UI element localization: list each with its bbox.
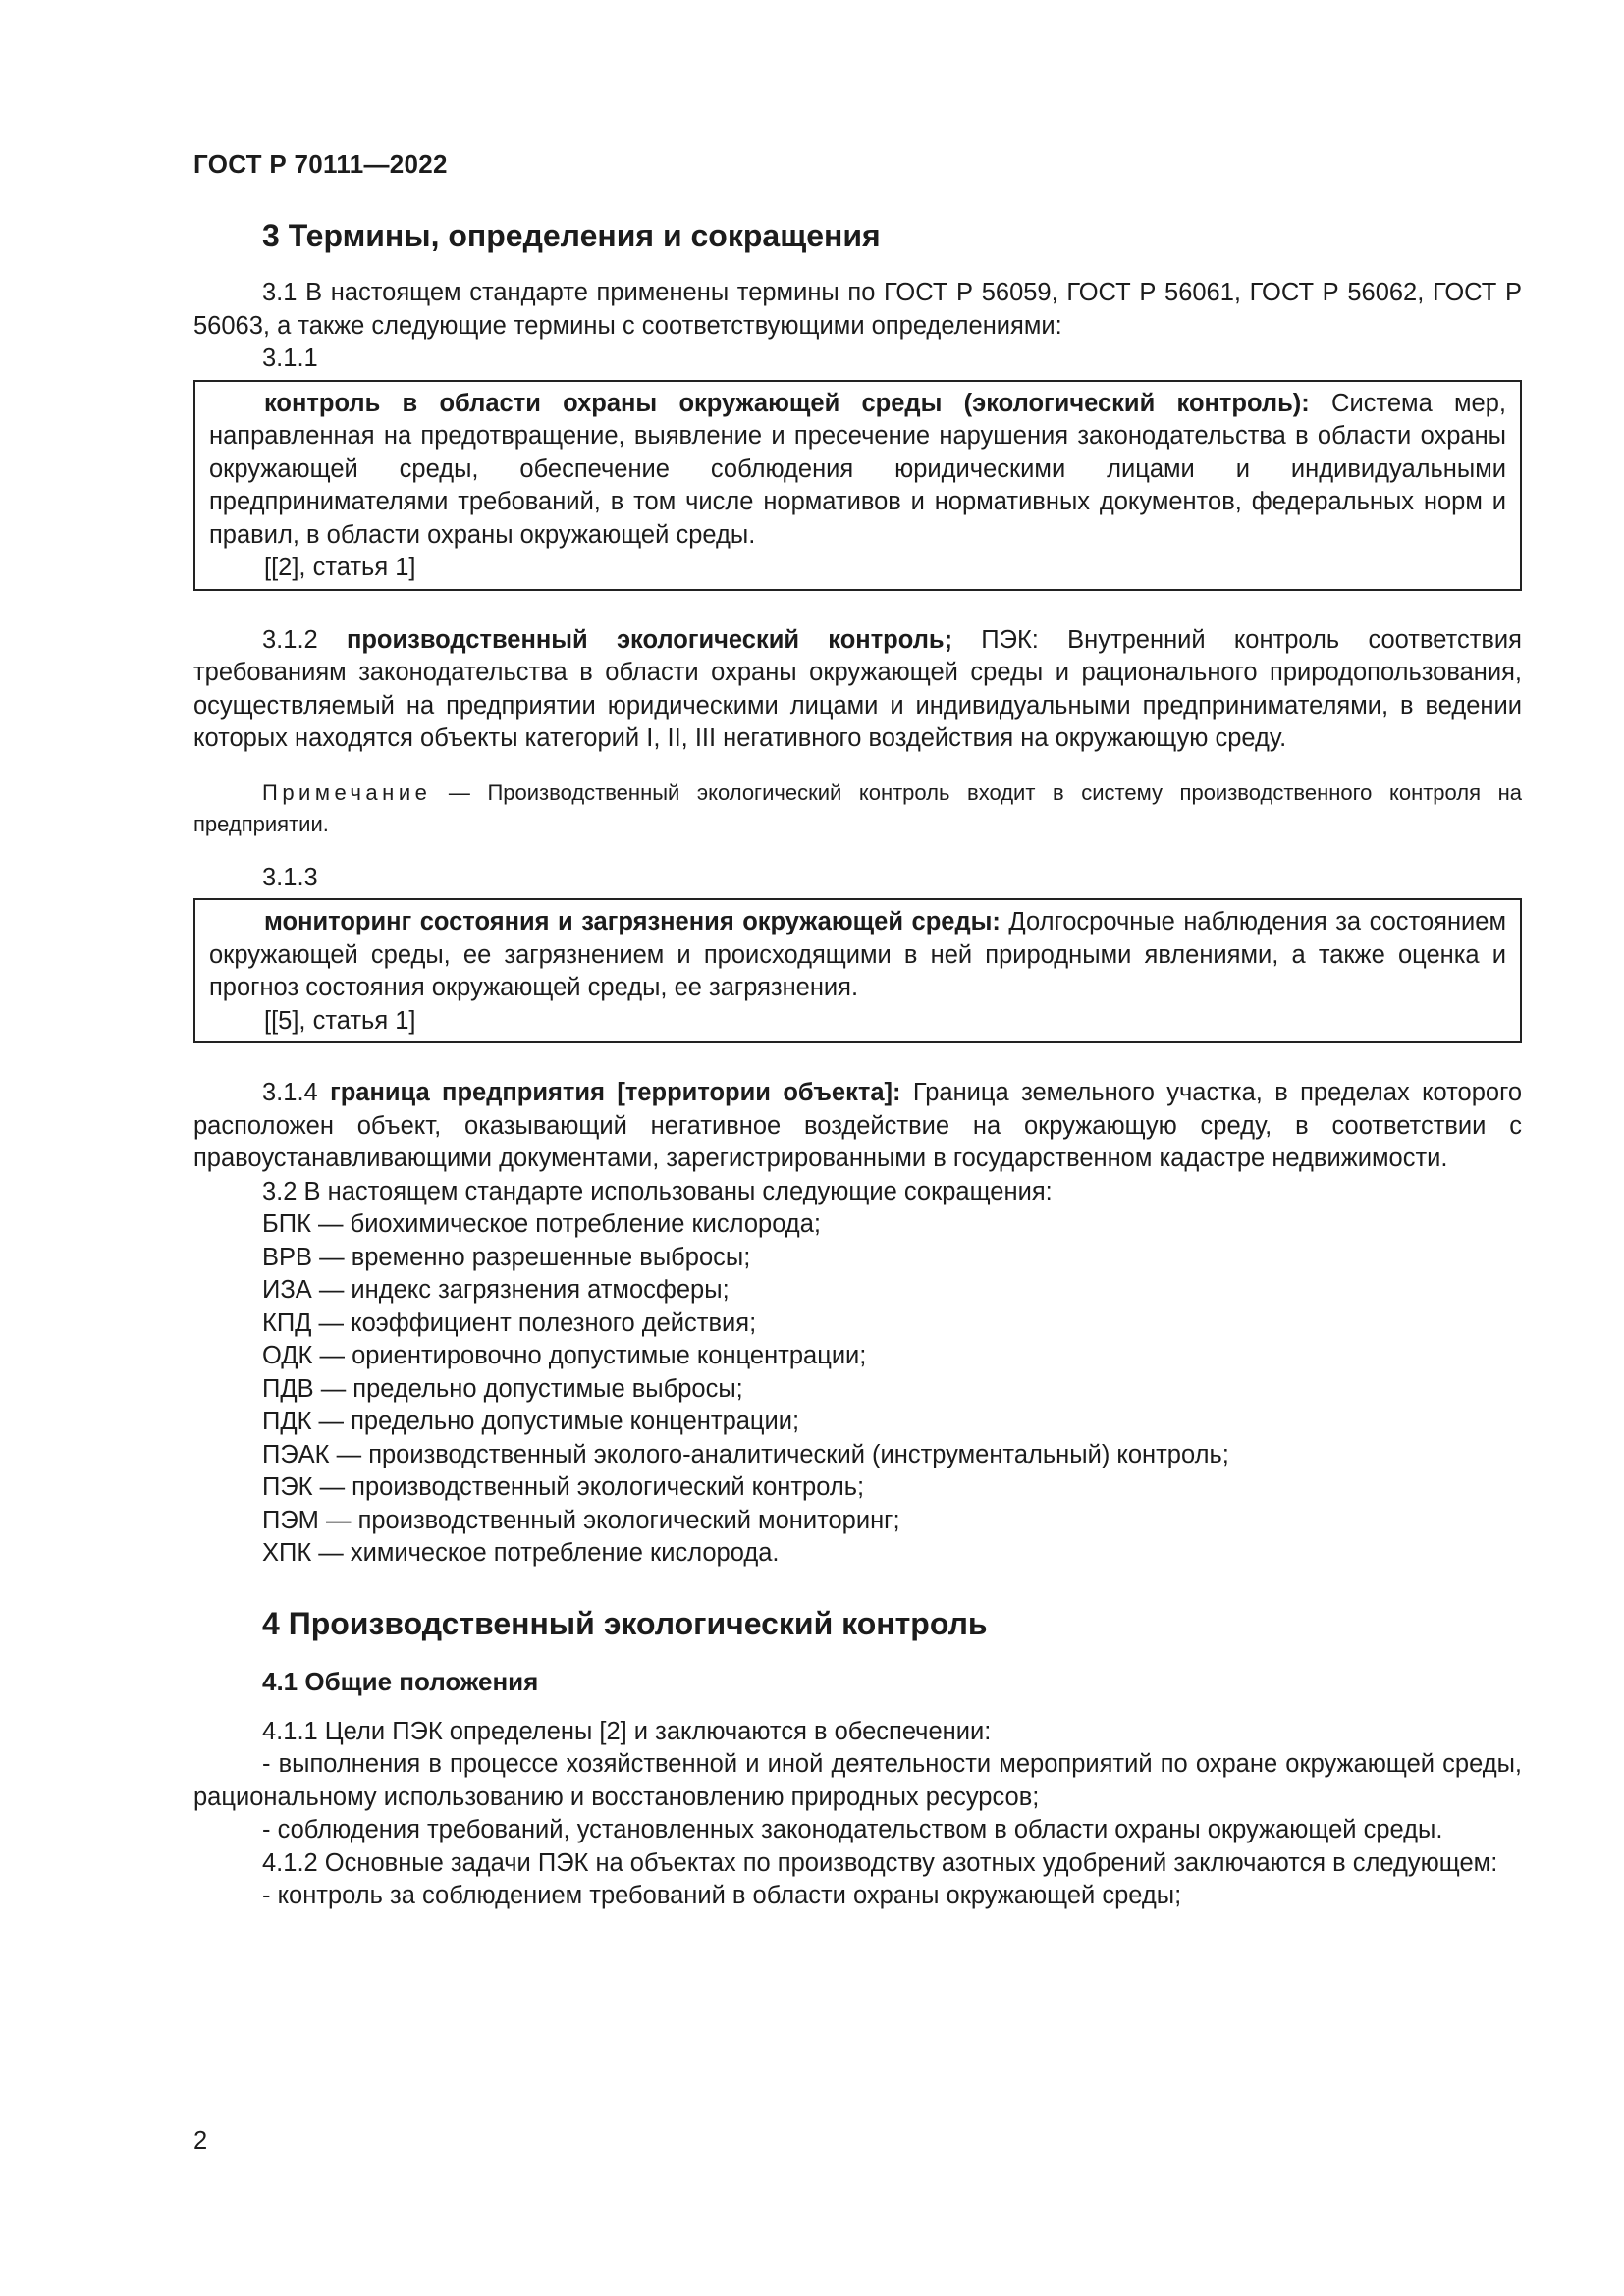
term-3-1-4-text	[193, 1077, 1522, 1176]
term-3-1-1-box	[193, 380, 1522, 591]
term-3-1-3-text	[209, 906, 1506, 1005]
list-item: ПДВ — предельно допустимые выбросы;	[262, 1374, 743, 1403]
term-3-1-2-text	[193, 624, 1522, 756]
paragraph-3-2: 3.2 В настоящем стандарте использованы следующие сокращения:	[262, 1177, 1053, 1205]
term-3-1-3-number: 3.1.3	[262, 863, 318, 891]
page-number: 2	[193, 2127, 208, 2155]
list-item: ОДК — ориентировочно допустимые концентрации;	[262, 1342, 867, 1369]
term-3-1-1-definition: Система мер, направленная на предотвращение, выявление и пресечение нарушения законодательства в области охраны окружающей среды, обеспечение соблюдения юридическими лицами и индивидуальными предпринимателями требований, в том числе нормативов и нормативных документов, федеральных норм и правил, в области охраны окружающей среды.	[209, 389, 1506, 549]
term-3-1-1-text	[209, 388, 1506, 553]
paragraph-4-1-1: 4.1.1 Цели ПЭК определены [2] и заключаются в обеспечении:	[262, 1717, 992, 1745]
term-3-1-1-source: [[2], статья 1]	[264, 554, 416, 581]
list-item: КПД — коэффициент полезного действия;	[262, 1308, 757, 1337]
section-3-title: 3 Термины, определения и сокращения	[262, 218, 881, 253]
term-3-1-3-term: мониторинг состояния и загрязнения окружающей среды:	[264, 908, 1001, 935]
note-label: Примечание	[262, 779, 432, 805]
paragraph-3-1: 3.1 В настоящем стандарте применены термины по ГОСТ Р 56059, ГОСТ Р 56061, ГОСТ Р 56062, ГОСТ Р 56063, а также следующие термины с соответствующими определениями:	[193, 279, 1522, 340]
note-text: — Производственный экологический контроль входит в систему производственного контроля на предприятии.	[193, 779, 1522, 836]
term-3-1-4-term: граница предприятия [территории объекта]:	[330, 1079, 901, 1106]
page-content	[193, 216, 1522, 1913]
term-3-1-4-number: 3.1.4	[262, 1079, 331, 1106]
bullet-item: - контроль за соблюдением требований в области охраны окружающей среды;	[262, 1882, 1182, 1909]
subsection-4-1-title: 4.1 Общие положения	[262, 1666, 539, 1696]
term-3-1-2-note	[193, 777, 1522, 840]
list-item: ПЭК — производственный экологический контроль;	[262, 1473, 865, 1501]
abbreviation-list	[193, 1208, 1522, 1571]
term-3-1-1-number: 3.1.1	[262, 345, 318, 372]
list-item: ПЭАК — производственный эколого-аналитический (инструментальный) контроль;	[262, 1440, 1229, 1468]
term-3-1-1-term: контроль в области охраны окружающей среды (экологический контроль):	[264, 389, 1310, 417]
term-3-1-3-source: [[5], статья 1]	[264, 1006, 416, 1035]
list-item: ПЭМ — производственный экологический мониторинг;	[262, 1506, 900, 1534]
list-item: ХПК — химическое потребление кислорода.	[262, 1539, 780, 1567]
term-3-1-3-box	[193, 898, 1522, 1043]
list-item: ВРВ — временно разрешенные выбросы;	[262, 1243, 751, 1271]
list-item: ПДК — предельно допустимые концентрации;	[262, 1408, 800, 1435]
term-3-1-2-term: производственный экологический контроль;	[346, 625, 953, 654]
term-3-1-3-definition: Долгосрочные наблюдения за состоянием окружающей среды, ее загрязнением и происходящими в ней природными явлениями, а также оценка и прогноз состояния окружающей среды, ее загрязнения.	[209, 908, 1506, 1001]
term-3-1-4-definition: Граница земельного участка, в пределах которого расположен объект, оказывающий негативное воздействие на окружающую среду, в соответствии с правоустанавливающими документами, зарегистрированными в государственном кадастре недвижимости.	[193, 1079, 1523, 1172]
term-3-1-2-definition: ПЭК: Внутренний контроль соответствия требованиям законодательства в области охраны окружающей среды и рационального природопользования, осуществляемый на предприятии юридическими лицами и индивидуальными предпринимателями, в ведении которых находятся объекты категорий I, II, III негативного воздействия на окружающую среду.	[193, 625, 1522, 752]
bullet-item: - выполнения в процессе хозяйственной и иной деятельности мероприятий по охране окружающей среды, рациональному использованию и восстановлению природных ресурсов;	[193, 1750, 1522, 1811]
standard-code: ГОСТ Р 70111—2022	[193, 149, 448, 179]
list-item: БПК — биохимическое потребление кислорода;	[262, 1210, 821, 1238]
bullet-item: - соблюдения требований, установленных законодательством в области охраны окружающей среды.	[262, 1816, 1443, 1843]
list-item: ИЗА — индекс загрязнения атмосферы;	[262, 1276, 730, 1304]
paragraph-4-1-2: 4.1.2 Основные задачи ПЭК на объектах по производству азотных удобрений заключаются в следующем:	[262, 1848, 1498, 1877]
section-4-title: 4 Производственный экологический контроль	[262, 1605, 988, 1641]
term-3-1-2-number: 3.1.2	[262, 625, 347, 654]
